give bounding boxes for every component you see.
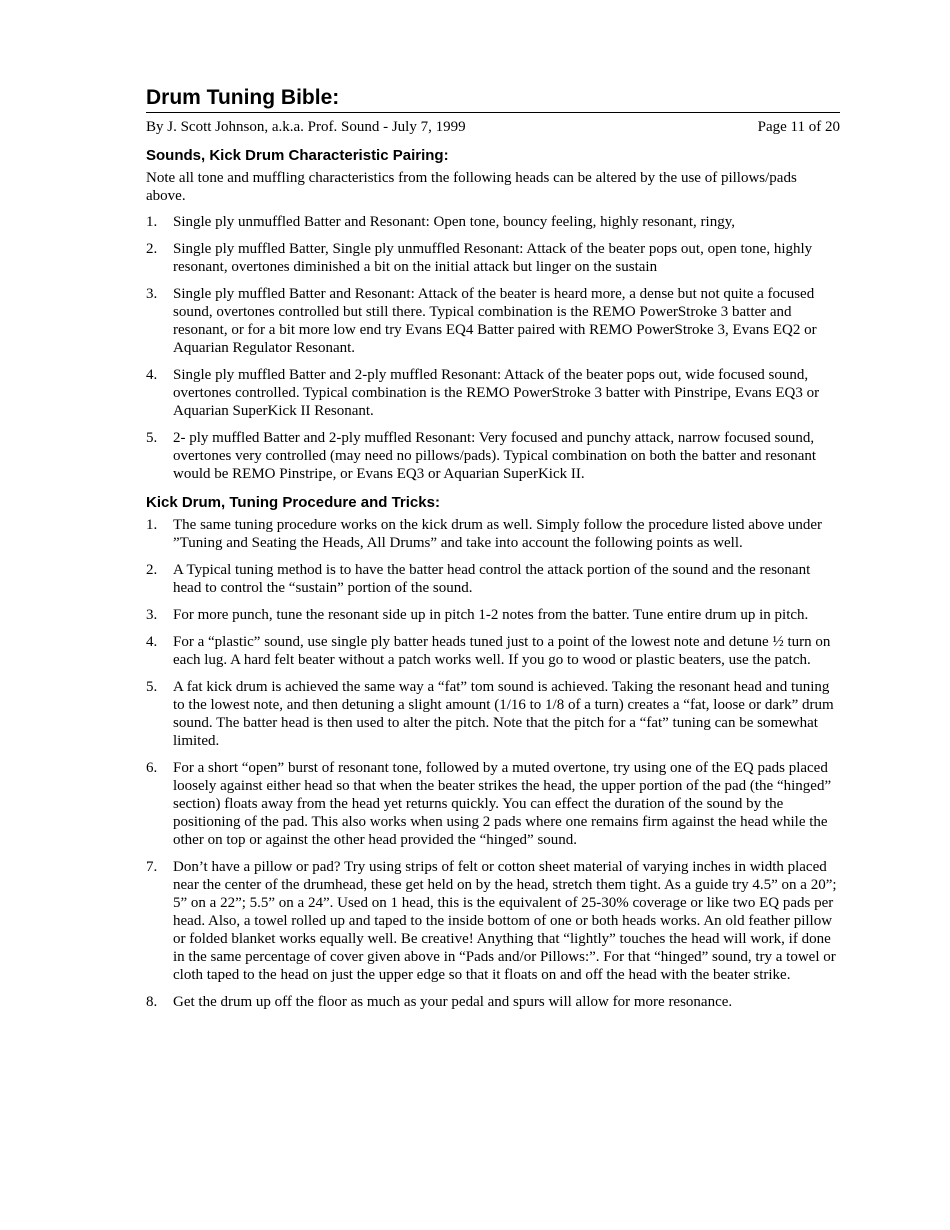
author-date: By J. Scott Johnson, a.k.a. Prof. Sound - July 7, 1999 bbox=[146, 119, 466, 135]
section-intro: Note all tone and muffling characteristics from the following heads can be altered by the use of pillows/pads above. bbox=[146, 170, 797, 204]
pairing-list bbox=[146, 213, 840, 483]
list-number: 4. bbox=[146, 634, 158, 650]
list-number: 3. bbox=[146, 607, 158, 623]
list-text: Single ply muffled Batter and 2-ply muffled Resonant: Attack of the beater pops out, wide focused sound, overtones controlled. Typical combination is the REMO PowerStroke 3 batter with Pinstripe, Evans EQ3 or Aquarian SuperKick II Resonant. bbox=[173, 367, 820, 419]
list-item bbox=[146, 678, 840, 750]
list-item bbox=[146, 858, 840, 984]
list-item bbox=[146, 240, 840, 276]
list-text: For more punch, tune the resonant side up in pitch 1-2 notes from the batter. Tune entire drum up in pitch. bbox=[173, 607, 809, 623]
list-number: 5. bbox=[146, 430, 158, 446]
list-item bbox=[146, 429, 840, 483]
list-text: A Typical tuning method is to have the batter head control the attack portion of the sound and the resonant head to control the “sustain” portion of the sound. bbox=[173, 562, 811, 596]
list-number: 2. bbox=[146, 241, 158, 257]
list-item bbox=[146, 759, 840, 849]
list-item bbox=[146, 633, 840, 669]
list-item bbox=[146, 561, 840, 597]
list-item bbox=[146, 993, 840, 1011]
list-text: Single ply muffled Batter, Single ply unmuffled Resonant: Attack of the beater pops out, open tone, highly resonant, overtones diminished a bit on the initial attack but linger on the sustain bbox=[173, 241, 813, 275]
list-text: 2- ply muffled Batter and 2-ply muffled Resonant: Very focused and punchy attack, narrow focused sound, overtones very controlled (may need no pillows/pads). Typical combination on both the batter and resonant would be REMO Pinstripe, or Evans EQ3 or Aquarian SuperKick II. bbox=[173, 430, 817, 482]
list-text: Single ply muffled Batter and Resonant: Attack of the beater is heard more, a dense but not quite a focused sound, overtones controlled but still there. Typical combination is the REMO PowerStroke 3 batter and resonant, or for a bit more low end try Evans EQ4 Batter paired with REMO PowerStroke 3, Evans EQ2 or Aquarian Regulator Resonant. bbox=[173, 286, 817, 356]
list-number: 3. bbox=[146, 286, 158, 302]
section-heading-tuning: Kick Drum, Tuning Procedure and Tricks: bbox=[146, 494, 440, 511]
list-number: 2. bbox=[146, 562, 158, 578]
list-text: Single ply unmuffled Batter and Resonant: Open tone, bouncy feeling, highly resonant, ringy, bbox=[173, 214, 735, 230]
section-heading-pairing: Sounds, Kick Drum Characteristic Pairing: bbox=[146, 147, 449, 164]
list-item bbox=[146, 213, 840, 231]
list-text: The same tuning procedure works on the kick drum as well. Simply follow the procedure listed above under ”Tuning and Seating the Heads, All Drums” and take into account the following points as well. bbox=[173, 517, 822, 551]
list-number: 7. bbox=[146, 859, 158, 875]
document-page bbox=[146, 84, 840, 1020]
list-number: 6. bbox=[146, 760, 158, 776]
list-number: 1. bbox=[146, 214, 158, 230]
list-item bbox=[146, 285, 840, 357]
list-number: 4. bbox=[146, 367, 158, 383]
list-item bbox=[146, 366, 840, 420]
document-title: Drum Tuning Bible: bbox=[146, 86, 340, 109]
list-text: Don’t have a pillow or pad? Try using strips of felt or cotton sheet material of varying inches in width placed near the center of the drumhead, these get held on by the head, stretch them tight. As a guide try 4.5” on a 20”; 5” on a 22”; 5.5” on a 24”. Used on 1 head, this is the equivalent of 25-30% coverage or like two EQ pads per head. Also, a towel rolled up and taped to the inside bottom of one or both heads works. An old feather pillow or folded blanket works equally well. Be creative! Anything that “lightly” touches the head will work, if done in the same percentage of cover given above in “Pads and/or Pillows:”. For that “hinged” sound, try a towel or cloth taped to the head on just the upper edge so that it floats on and off the head with the beater strike. bbox=[173, 859, 837, 983]
list-item bbox=[146, 606, 840, 624]
list-text: For a short “open” burst of resonant tone, followed by a muted overtone, try using one of the EQ pads placed loosely against either head so that when the beater strikes the head, the upper portion of the pad (the “hinged” section) floats away from the head yet returns quickly. You can effect the duration of the sound by the positioning of the pad. This also works when using 2 pads where one remains firm against the head while the other on top or against the other head provided the “hinged” sound. bbox=[173, 760, 832, 848]
list-number: 1. bbox=[146, 517, 158, 533]
list-text: A fat kick drum is achieved the same way a “fat” tom sound is achieved. Taking the resonant head and tuning to the lowest note, and then detuning a slight amount (1/16 to 1/8 of a turn) creates a “fat, loose or dark” drum sound. The batter head is then used to alter the pitch. Note that the pitch for a “fat” tuning can be somewhat limited. bbox=[173, 679, 834, 749]
list-item bbox=[146, 516, 840, 552]
list-number: 8. bbox=[146, 994, 158, 1010]
list-text: For a “plastic” sound, use single ply batter heads tuned just to a point of the lowest note and detune ½ turn on each lug. A hard felt beater without a patch works well. If you go to wood or plastic beaters, use the patch. bbox=[173, 634, 831, 668]
title-rule bbox=[146, 112, 840, 113]
tuning-list bbox=[146, 516, 840, 1011]
byline-row bbox=[146, 118, 840, 136]
list-text: Get the drum up off the floor as much as your pedal and spurs will allow for more resonance. bbox=[173, 994, 733, 1010]
list-number: 5. bbox=[146, 679, 158, 695]
page-number: Page 11 of 20 bbox=[757, 119, 840, 135]
